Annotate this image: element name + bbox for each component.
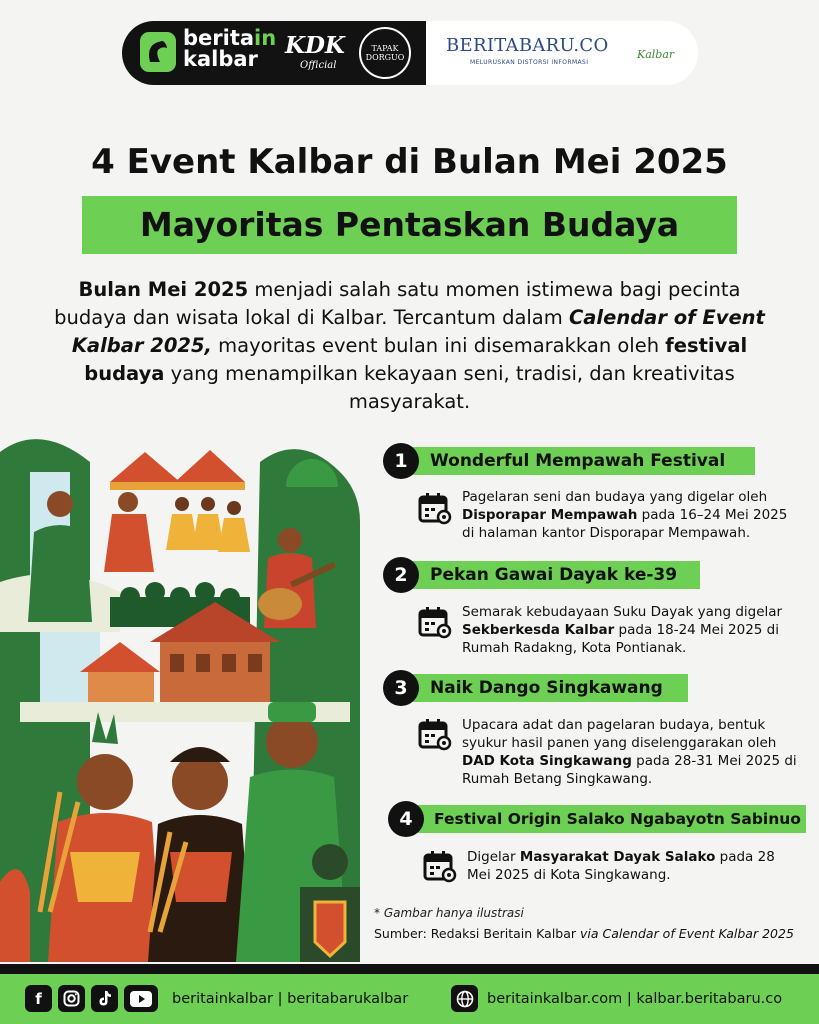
beritabaru-tagline: MELURUSKAN DISTORSI INFORMASI xyxy=(470,59,589,66)
footer-websites[interactable]: beritainkalbar.com | kalbar.beritabaru.co xyxy=(487,991,783,1007)
event-3-description: Upacara adat dan pagelaran budaya, bentuk syukur hasil panen yang diselenggarakan oleh DAD Kota Singkawang pada 28-31 Mei 2025 di Rumah Betang Singkawang. xyxy=(462,717,797,787)
event-3-calendar-icon xyxy=(418,718,452,752)
event-2-title: Pekan Gawai Dayak ke-39 xyxy=(430,565,678,585)
seal-logo: TAPAK DORGUO xyxy=(359,27,411,79)
event-1-calendar-icon xyxy=(418,492,452,526)
event-4-calendar-icon xyxy=(423,850,457,884)
event-4-number: 4 xyxy=(388,801,424,837)
globe-icon xyxy=(451,985,478,1012)
tiktok-icon[interactable] xyxy=(91,985,118,1012)
event-2-calendar-icon xyxy=(418,606,452,640)
event-3-title: Naik Dango Singkawang xyxy=(430,678,663,698)
illustration-note: * Gambar hanya ilustrasi xyxy=(374,906,524,920)
kdk-logo-sub: Official xyxy=(300,60,337,71)
footer-social-handles[interactable]: beritainkalbar | beritabarukalbar xyxy=(172,991,409,1007)
instagram-icon[interactable] xyxy=(58,985,85,1012)
beritain-kalbar-logo: beritain kalbar xyxy=(183,26,277,71)
beritain-kalbar-logo-icon xyxy=(140,32,176,72)
event-4-description: Digelar Masyarakat Dayak Salako pada 28 Mei 2025 di Kota Singkawang. xyxy=(467,849,775,883)
beritabaru-kalbar-logo: Kalbar xyxy=(637,48,675,61)
event-2-number: 2 xyxy=(383,557,419,593)
source-credit: Sumber: Redaksi Beritain Kalbar via Calendar of Event Kalbar 2025 xyxy=(374,926,794,941)
page-subtitle: Mayoritas Pentaskan Budaya xyxy=(139,205,680,244)
event-1-description: Pagelaran seni dan budaya yang digelar oleh Disporapar Mempawah pada 16–24 Mei 2025 di halaman kantor Disporapar Mempawah. xyxy=(462,489,788,541)
footer-divider xyxy=(0,964,819,974)
event-4-title: Festival Origin Salako Ngabayotn Sabinuo xyxy=(434,810,801,828)
event-2-description: Semarak kebudayaan Suku Dayak yang digelar Sekberkesda Kalbar pada 18-24 Mei 2025 di Rumah Radakng, Kota Pontianak. xyxy=(462,604,783,656)
event-1-title: Wonderful Mempawah Festival xyxy=(430,451,726,471)
kdk-logo: KDK xyxy=(285,32,345,59)
facebook-icon[interactable]: f xyxy=(25,985,52,1012)
event-1-number: 1 xyxy=(383,443,419,479)
intro-paragraph: Bulan Mei 2025 menjadi salah satu momen istimewa bagi pecinta budaya dan wisata lokal di Kalbar. Tercantum dalam Calendar of Event Kalbar 2025, mayoritas event bulan ini disemarakkan oleh festival budaya yang menampilkan kekayaan seni, tradisi, dan kreativitas masyarakat. xyxy=(54,278,765,413)
event-3-number: 3 xyxy=(383,670,419,706)
page-title: 4 Event Kalbar di Bulan Mei 2025 xyxy=(91,142,728,182)
youtube-icon[interactable] xyxy=(124,985,158,1012)
beritabaru-logo: BERITABARU.CO xyxy=(446,35,609,56)
culture-illustration xyxy=(0,432,360,962)
